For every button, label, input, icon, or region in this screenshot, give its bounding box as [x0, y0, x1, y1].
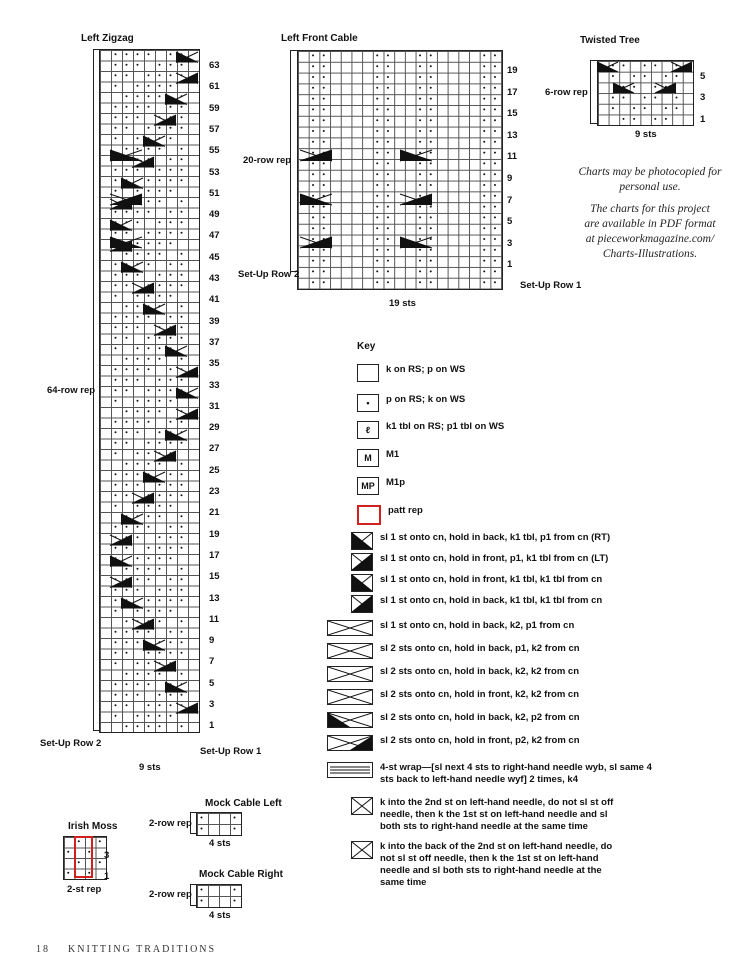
- cable-rep-label: 20-row rep: [243, 155, 292, 166]
- cable-cross-mark: [121, 262, 143, 273]
- row-number: 3: [209, 699, 215, 710]
- key-text: sl 2 sts onto cn, hold in back, p1, k2 from cn: [380, 643, 580, 654]
- cable-cross-mark: [400, 194, 432, 205]
- left-zigzag-title: Left Zigzag: [81, 33, 134, 44]
- cable-cross-mark: [121, 514, 143, 525]
- cable-cross-mark: [176, 367, 198, 378]
- key-text: sl 2 sts onto cn, hold in back, k2, p2 from cn: [380, 712, 580, 723]
- cable-cross-mark: [110, 220, 132, 231]
- key-text: 4-st wrap—[sl next 4 sts to right-hand needle wyb, sl same 4 sts back to left-hand needle wyf] 2 times, k4: [380, 762, 652, 785]
- irish-moss-row-1: 1: [104, 871, 110, 882]
- cable-cross-mark: [132, 493, 154, 504]
- row-number: 25: [209, 464, 220, 476]
- row-number: 31: [209, 400, 220, 412]
- cable-cross-mark: [400, 237, 432, 248]
- row-number: 5: [209, 677, 215, 689]
- row-number: 41: [209, 294, 220, 306]
- cable-cross-mark: [300, 194, 332, 205]
- irish-moss-title: Irish Moss: [68, 821, 118, 832]
- row-number: 15: [209, 571, 220, 583]
- cable-cross-mark: [143, 640, 165, 651]
- note-line-4: are available in PDF format: [584, 218, 716, 230]
- note-line-1: Charts may be photocopied for: [578, 166, 722, 178]
- row-number: 51: [209, 187, 220, 199]
- cable-setup-right: Set-Up Row 1: [520, 280, 582, 291]
- cable-cross-mark: [110, 535, 132, 546]
- mcr-width-label: 4 sts: [209, 910, 231, 921]
- row-number: 9: [507, 173, 513, 184]
- cable-cross-mark: [154, 325, 176, 336]
- row-number: 5: [700, 71, 706, 82]
- tree-width-label: 9 sts: [635, 129, 657, 140]
- row-number: 35: [209, 358, 220, 370]
- key-text: sl 2 sts onto cn, hold in back, k2, k2 from cn: [380, 666, 580, 677]
- row-number: 19: [507, 65, 518, 76]
- key-text: sl 1 st onto cn, hold in front, p1, k1 tbl from cn (LT): [380, 553, 609, 564]
- row-number: 43: [209, 273, 220, 284]
- row-number: 63: [209, 60, 220, 71]
- cable-cross-mark: [121, 178, 143, 189]
- row-number: 27: [209, 443, 220, 455]
- key-symbol-icon: ℓ: [357, 421, 379, 439]
- row-number: 61: [209, 81, 220, 93]
- row-number: 21: [209, 507, 220, 519]
- cable-cross-mark: [110, 556, 132, 567]
- cable-cross-mark: [613, 83, 634, 93]
- cable-cross-mark: [154, 451, 176, 462]
- zigzag-setup-left: Set-Up Row 2: [40, 738, 102, 749]
- row-number: 13: [209, 592, 220, 604]
- row-number: 15: [507, 108, 518, 120]
- cable-cross-mark: [154, 115, 176, 126]
- irish-moss-row-3: 3: [104, 850, 110, 861]
- cable-cross-mark: [176, 703, 198, 714]
- cable-cross-mark: [165, 682, 187, 693]
- key-text: M1p: [386, 477, 405, 488]
- cable-cross-mark: [121, 598, 143, 609]
- mcr-rep-label: 2-row rep: [149, 889, 192, 900]
- row-number: 39: [209, 315, 220, 327]
- row-number: 57: [209, 123, 220, 135]
- key-symbol-icon: •: [357, 394, 379, 412]
- row-number: 3: [507, 237, 513, 249]
- cable-width-label: 19 sts: [389, 298, 416, 309]
- key-text: sl 1 st onto cn, hold in front, k1 tbl, k1 tbl from cn: [380, 574, 603, 585]
- row-number: 11: [507, 151, 518, 163]
- cable-cross-mark: [597, 62, 618, 72]
- cable-cross-mark: [176, 73, 198, 84]
- note-line-3: The charts for this project: [590, 203, 710, 215]
- row-number: 17: [507, 86, 518, 98]
- key-text: sl 1 st onto cn, hold in back, k1 tbl, p1 from cn (RT): [380, 532, 611, 543]
- row-number: 29: [209, 422, 220, 434]
- row-number: 37: [209, 336, 220, 348]
- row-number: 13: [507, 129, 518, 141]
- cable-cross-mark: [132, 283, 154, 294]
- key-text: sl 1 st onto cn, hold in back, k1 tbl, k1 tbl from cn: [380, 595, 603, 606]
- cable-cross-mark: [165, 430, 187, 441]
- row-number: 59: [209, 102, 220, 114]
- cable-cross-mark: [176, 409, 198, 420]
- mock-cable-left-title: Mock Cable Left: [205, 798, 282, 809]
- cable-cross-mark: [176, 52, 198, 63]
- cable-cross-mark: [300, 150, 332, 161]
- zigzag-rep-label: 64-row rep: [47, 385, 96, 396]
- key-text: sl 1 st onto cn, hold in back, k2, p1 from cn: [380, 620, 575, 631]
- key-title: Key: [357, 341, 376, 352]
- row-number: 7: [209, 656, 215, 668]
- twisted-tree-title: Twisted Tree: [580, 35, 640, 46]
- row-number: 23: [209, 486, 220, 497]
- row-number: 3: [700, 92, 706, 104]
- publication-name: KNITTING TRADITIONS: [68, 944, 217, 955]
- key-text: k into the 2nd st on left-hand needle, do not sl st off needle, then k the 1st st on left-hand needle and sl both sts to right-hand needle at the same time: [380, 797, 614, 832]
- row-number: 55: [209, 145, 220, 157]
- row-number: 5: [507, 216, 513, 228]
- cable-cross-mark: [154, 661, 176, 672]
- cable-cross-mark: [400, 150, 432, 161]
- key-text: patt rep: [388, 505, 423, 516]
- row-number: 47: [209, 230, 220, 242]
- note-line-2: personal use.: [619, 181, 681, 193]
- cable-cross-mark: [143, 472, 165, 483]
- key-text: k on RS; p on WS: [386, 364, 466, 375]
- key-text: p on RS; k on WS: [386, 394, 466, 405]
- row-number: 45: [209, 251, 220, 263]
- key-text: sl 2 sts onto cn, hold in front, p2, k2 from cn: [380, 735, 580, 746]
- cable-setup-left: Set-Up Row 2: [238, 269, 300, 280]
- row-number: 53: [209, 166, 220, 178]
- row-number: 17: [209, 549, 220, 561]
- note-line-6: Charts-Illustrations.: [602, 248, 698, 260]
- key-text: sl 2 sts onto cn, hold in front, k2, k2 from cn: [380, 689, 579, 700]
- row-number: 11: [209, 613, 220, 625]
- irish-moss-width-label: 2-st rep: [67, 884, 102, 895]
- zigzag-width-label: 9 sts: [139, 762, 161, 773]
- cable-cross-mark: [655, 83, 676, 93]
- key-text: k1 tbl on RS; p1 tbl on WS: [386, 421, 505, 432]
- page-number: 18: [36, 944, 50, 955]
- key-symbol-icon: MP: [357, 477, 379, 495]
- cable-cross-mark: [176, 388, 198, 399]
- row-number: 1: [209, 720, 215, 732]
- cable-cross-mark: [165, 94, 187, 105]
- mock-cable-right-title: Mock Cable Right: [199, 869, 283, 880]
- row-number: 1: [700, 113, 706, 125]
- key-symbol-icon: M: [357, 449, 379, 467]
- cable-cross-mark: [671, 62, 692, 72]
- mcl-rep-label: 2-row rep: [149, 818, 192, 829]
- key-text: k into the back of the 2nd st on left-hand needle, do not sl st off needle, then k the 1st st on left-hand needle and sl both sts to right-hand needle at the same time: [380, 841, 613, 888]
- cable-cross-mark: [110, 194, 142, 205]
- cable-cross-mark: [132, 619, 154, 630]
- cable-cross-mark: [110, 577, 132, 588]
- left-front-cable-title: Left Front Cable: [281, 33, 358, 44]
- row-number: 9: [209, 635, 215, 647]
- cable-cross-mark: [165, 346, 187, 357]
- row-number: 7: [507, 194, 513, 206]
- row-number: 49: [209, 209, 220, 221]
- cable-cross-mark: [143, 304, 165, 315]
- cable-cross-mark: [300, 237, 332, 248]
- key-text: M1: [386, 449, 400, 460]
- note-line-5: at pieceworkmagazine.com/: [585, 233, 715, 245]
- row-number: 1: [507, 259, 513, 271]
- zigzag-setup-right: Set-Up Row 1: [200, 746, 262, 757]
- row-number: 19: [209, 528, 220, 540]
- cable-cross-mark: [143, 136, 165, 147]
- tree-rep-label: 6-row rep: [545, 87, 588, 98]
- row-number: 33: [209, 379, 220, 391]
- mcl-width-label: 4 sts: [209, 838, 231, 849]
